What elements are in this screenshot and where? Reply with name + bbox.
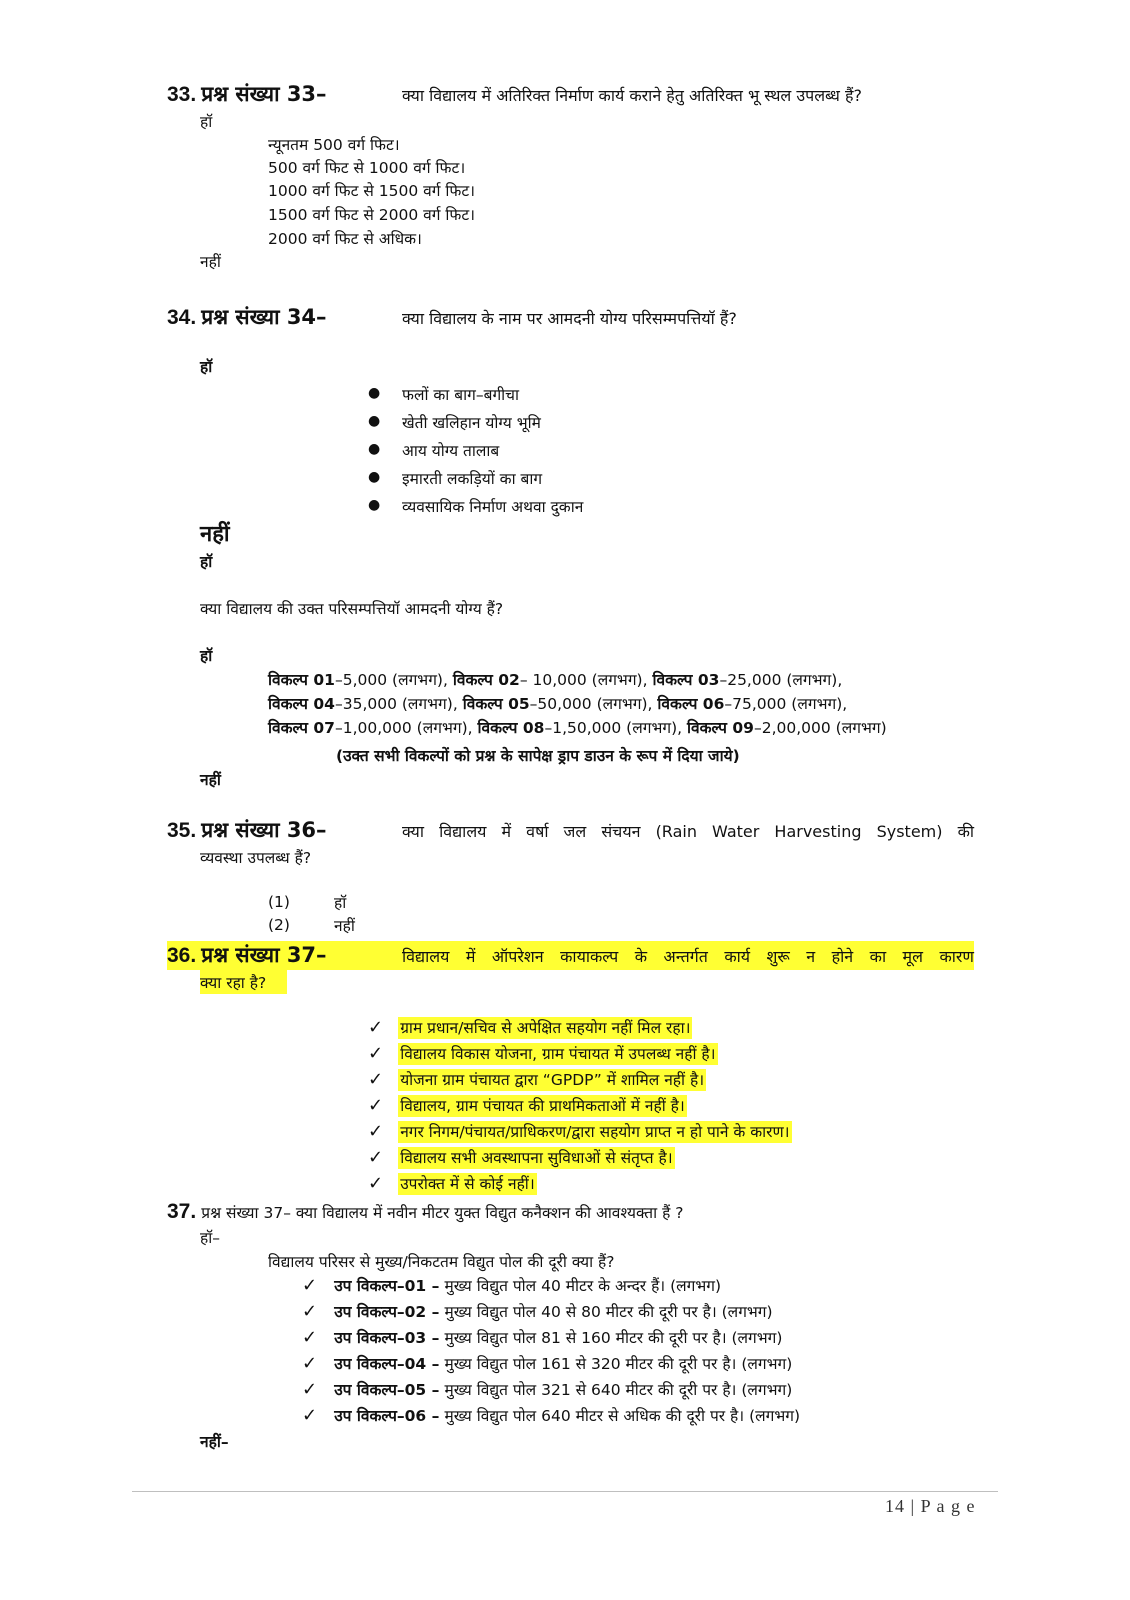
q34-option-line-3 — [268, 716, 887, 738]
bullet-icon: ● — [368, 497, 381, 513]
q37-option-text: मुख्य विद्युत पोल 640 मीटर से अधिक की दूरी पर है। (लगभग) — [444, 1407, 801, 1425]
option-label: विकल्प 04 — [268, 695, 335, 713]
q37-option-row-5 — [302, 1378, 792, 1400]
q34-option-line-2 — [268, 692, 847, 714]
q36-option-row-7 — [368, 1172, 537, 1194]
q37-option-row-6 — [302, 1404, 800, 1426]
option-label: विकल्प 06 — [657, 695, 725, 713]
q35-question-line-1: क्या विद्यालय में वर्षा जल संचयन (Rain Water Harvesting System) की — [402, 822, 974, 841]
checkmark-icon: ✓ — [368, 1147, 384, 1168]
checkmark-icon: ✓ — [368, 1095, 384, 1116]
q33-option-3: 1000 वर्ग फिट से 1500 वर्ग फिट। — [268, 182, 476, 200]
page-word: P a g e — [920, 1496, 976, 1516]
option-label: विकल्प 03 — [652, 671, 720, 689]
q33-no: नहीं — [200, 253, 221, 271]
q37-option-label: उप विकल्प–03 – — [334, 1329, 440, 1347]
q33-question: क्या विद्यालय में अतिरिक्त निर्माण कार्य कराने हेतु अतिरिक्त भू स्थल उपलब्ध हैं? — [402, 86, 862, 105]
q35-question-line-2: व्यवस्था उपलब्ध हैं? — [200, 849, 312, 867]
q37-option-text: मुख्य विद्युत पोल 161 से 320 मीटर की दूरी पर है। (लगभग) — [444, 1355, 793, 1373]
option-value: –25,000 (लगभग), — [719, 671, 843, 689]
checkmark-icon: ✓ — [368, 1069, 384, 1090]
checkmark-icon: ✓ — [368, 1043, 384, 1064]
q37-option-row-4 — [302, 1352, 792, 1374]
q36-question-line-2: क्या रहा है? — [200, 974, 267, 992]
q34-bullet-1: फलों का बाग–बगीचा — [402, 386, 520, 404]
q36-option-5: नगर निगम/पंचायत/प्राधिकरण/द्वारा सहयोग प्राप्त न हो पाने के कारण। — [400, 1123, 790, 1141]
q33-yes: हॉ — [200, 113, 213, 131]
option-value: –1,50,000 (लगभग), — [544, 719, 683, 737]
q36-option-1: ग्राम प्रधान/सचिव से अपेक्षित सहयोग नहीं मिल रहा। — [400, 1019, 691, 1037]
q36-option-row-4 — [368, 1094, 687, 1116]
option-label: विकल्प 02 — [452, 671, 520, 689]
q37-option-row-1 — [302, 1274, 721, 1296]
q37-sub-question: विद्यालय परिसर से मुख्य/निकटतम विद्युत पोल की दूरी क्या हैं? — [268, 1253, 615, 1271]
q36-option-6: विद्यालय सभी अवस्थापना सुविधाओं से संतृप्त है। — [400, 1149, 673, 1167]
q37-option-label: उप विकल्प–04 – — [334, 1355, 440, 1373]
q34-heading — [167, 303, 327, 331]
q36-option-row-3 — [368, 1068, 706, 1090]
q37-option-row-3 — [302, 1326, 782, 1348]
page-footer — [885, 1496, 975, 1517]
q34-yes: हॉ — [200, 358, 213, 376]
q36-option-row-2 — [368, 1042, 718, 1064]
option-value: –1,00,000 (लगभग), — [334, 719, 473, 737]
q37-option-text: मुख्य विद्युत पोल 321 से 640 मीटर की दूरी पर है। (लगभग) — [444, 1381, 793, 1399]
q36-option-3: योजना ग्राम पंचायत द्वारा “GPDP” में शामिल नहीं है। — [400, 1071, 705, 1089]
checkmark-icon: ✓ — [368, 1121, 384, 1142]
checkmark-icon: ✓ — [302, 1301, 318, 1322]
q34-yes-2: हॉ — [200, 553, 213, 571]
q37-number: 37. — [167, 1200, 197, 1223]
q34-sub-question: क्या विद्यालय की उक्त परिसम्पत्तियॉ आमदनी योग्य हैं? — [200, 600, 504, 618]
q33-heading — [167, 80, 327, 108]
q33-option-2: 500 वर्ग फिट से 1000 वर्ग फिट। — [268, 159, 466, 177]
page-number: 14 — [885, 1496, 905, 1516]
q37-option-label: उप विकल्प–01 – — [334, 1277, 440, 1295]
option-value: –75,000 (लगभग), — [724, 695, 848, 713]
option-value: –50,000 (लगभग), — [529, 695, 653, 713]
q36-number: 36. — [167, 944, 197, 967]
option-value: –35,000 (लगभग), — [334, 695, 458, 713]
q35-title: प्रश्न संख्या 36– — [201, 818, 327, 842]
q35-heading — [167, 816, 327, 844]
q36-question-line-1: विद्यालय में ऑपरेशन कायाकल्प के अन्तर्गत कार्य शुरू न होने का मूल कारण — [402, 947, 974, 966]
checkmark-icon: ✓ — [302, 1327, 318, 1348]
q37-yes: हॉ– — [200, 1229, 220, 1247]
q34-title: प्रश्न संख्या 34– — [201, 305, 327, 329]
option-label: विकल्प 09 — [687, 719, 754, 737]
q35-option-number-1: (1) — [268, 893, 290, 911]
option-label: विकल्प 01 — [268, 671, 335, 689]
checkmark-icon: ✓ — [302, 1353, 318, 1374]
q35-option-1: हॉ — [334, 894, 347, 912]
q34-no: नहीं — [200, 771, 221, 789]
q34-bullet-5: व्यवसायिक निर्माण अथवा दुकान — [402, 498, 584, 516]
q34-bullet-4: इमारती लकड़ियों का बाग — [402, 470, 543, 488]
q36-option-row-1 — [368, 1016, 692, 1038]
checkmark-icon: ✓ — [302, 1379, 318, 1400]
q37-question: प्रश्न संख्या 37– क्या विद्यालय में नवीन मीटर युक्त विद्युत कनैक्शन की आवश्यक्ता हैं ? — [201, 1204, 684, 1222]
option-value: –2,00,000 (लगभग) — [753, 719, 887, 737]
bullet-icon: ● — [368, 441, 381, 457]
q34-option-line-1 — [268, 668, 842, 690]
q37-option-text: मुख्य विद्युत पोल 40 मीटर के अन्दर हैं। (लगभग) — [444, 1277, 722, 1295]
q37-option-label: उप विकल्प–06 – — [334, 1407, 440, 1425]
q33-number: 33. — [167, 83, 197, 106]
checkmark-icon: ✓ — [302, 1275, 318, 1296]
q34-bullet-2: खेती खलिहान योग्य भूमि — [402, 414, 541, 432]
q36-option-7: उपरोक्त में से कोई नहीं। — [400, 1175, 535, 1193]
q36-heading — [167, 941, 327, 969]
q34-question: क्या विद्यालय के नाम पर आमदनी योग्य परिसम्मपत्तियॉ हैं? — [402, 309, 737, 328]
checkmark-icon: ✓ — [368, 1017, 384, 1038]
option-value: – 10,000 (लगभग), — [519, 671, 648, 689]
option-label: विकल्प 07 — [268, 719, 335, 737]
option-label: विकल्प 05 — [462, 695, 530, 713]
checkmark-icon: ✓ — [368, 1173, 384, 1194]
q34-dropdown-note: (उक्त सभी विकल्पों को प्रश्न के सापेक्ष ड्राप डाउन के रूप में दिया जाये) — [336, 747, 740, 765]
bullet-icon: ● — [368, 469, 381, 485]
page-separator: | — [910, 1496, 916, 1516]
q37-option-label: उप विकल्प–02 – — [334, 1303, 440, 1321]
q33-option-1: न्यूनतम 500 वर्ग फिट। — [268, 136, 400, 154]
q34-no-big: नहीं — [200, 522, 230, 547]
q36-option-row-5 — [368, 1120, 792, 1142]
q35-option-2: नहीं — [334, 917, 355, 935]
q37-heading — [167, 1200, 683, 1224]
q37-option-text: मुख्य विद्युत पोल 40 से 80 मीटर की दूरी पर है। (लगभग) — [444, 1303, 773, 1321]
option-label: विकल्प 08 — [477, 719, 545, 737]
option-value: –5,000 (लगभग), — [334, 671, 448, 689]
q36-option-row-6 — [368, 1146, 675, 1168]
q35-number: 35. — [167, 819, 197, 842]
q37-option-text: मुख्य विद्युत पोल 81 से 160 मीटर की दूरी पर है। (लगभग) — [444, 1329, 783, 1347]
footer-divider — [132, 1491, 998, 1492]
q34-bullet-3: आय योग्य तालाब — [402, 442, 500, 460]
q36-option-4: विद्यालय, ग्राम पंचायत की प्राथमिकताओं में नहीं है। — [400, 1097, 685, 1115]
q37-option-row-2 — [302, 1300, 773, 1322]
q36-title: प्रश्न संख्या 37– — [201, 943, 327, 967]
q34-number: 34. — [167, 306, 197, 329]
bullet-icon: ● — [368, 385, 381, 401]
bullet-icon: ● — [368, 413, 381, 429]
q34-yes-3: हॉ — [200, 647, 213, 665]
q35-option-number-2: (2) — [268, 916, 290, 934]
q33-option-4: 1500 वर्ग फिट से 2000 वर्ग फिट। — [268, 206, 476, 224]
q33-title: प्रश्न संख्या 33– — [201, 82, 327, 106]
q33-option-5: 2000 वर्ग फिट से अधिक। — [268, 230, 422, 248]
q36-option-2: विद्यालय विकास योजना, ग्राम पंचायत में उपलब्ध नहीं है। — [400, 1045, 716, 1063]
q37-option-label: उप विकल्प–05 – — [334, 1381, 440, 1399]
checkmark-icon: ✓ — [302, 1405, 318, 1426]
q37-no: नहीं– — [200, 1433, 229, 1451]
